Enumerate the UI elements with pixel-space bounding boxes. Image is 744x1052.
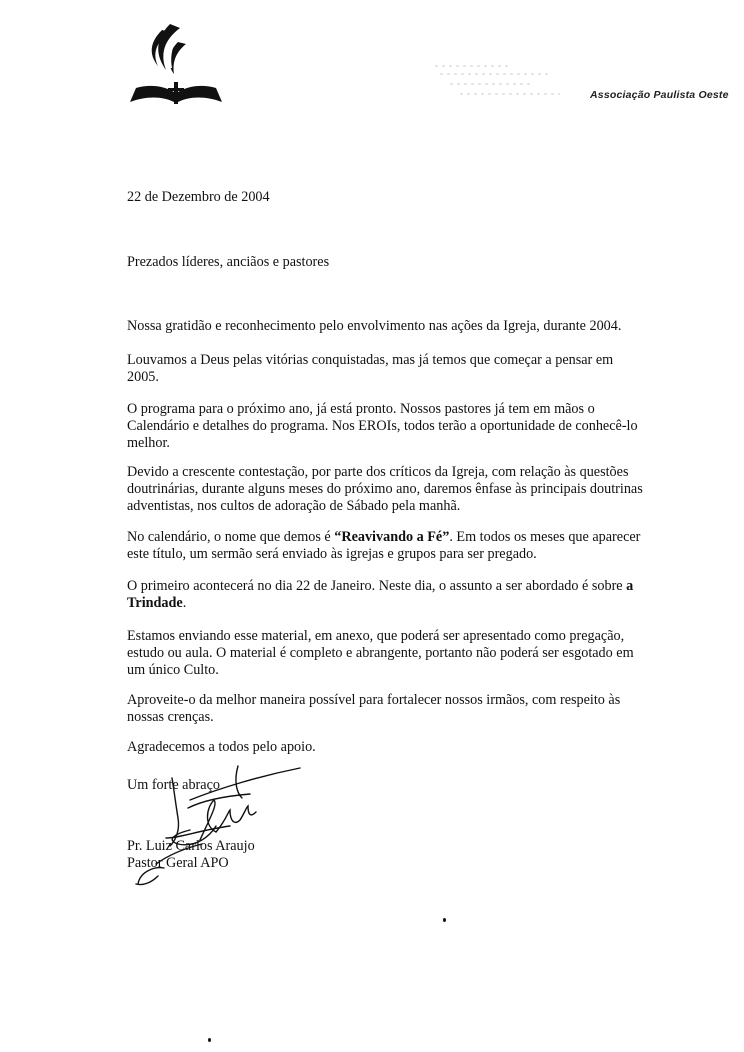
scan-speck (443, 918, 446, 922)
program-name: “Reavivando a Fé” (334, 529, 450, 545)
paragraph-5-text: No calendário, o nome que demos é (127, 529, 335, 545)
thanks-line: Agradecemos a todos pelo apoio. (127, 739, 316, 755)
church-logo-icon (130, 22, 222, 106)
paragraph-2: Louvamos a Deus pelas vitórias conquistadas, mas já temos que começar a pensar em 2005. (127, 352, 614, 385)
paragraph-5-text-end: . Em todos os meses que aparecer este título, um sermão será enviado às igrejas e grupos para ser pregado. (127, 529, 641, 562)
paragraph-3: O programa para o próximo ano, já está pronto. Nossos pastores já tem em mãos o Calendário e detalhes do programa. Nos EROIs, todos terão a oportunidade de conhecê-lo melhor. (127, 401, 638, 451)
paragraph-6 (127, 578, 647, 612)
paragraph-8: Aproveite-o da melhor maneira possível para fortalecer nossos irmãos, com respeito às nossas crenças. (127, 692, 621, 725)
paragraph-7: Estamos enviando esse material, em anexo, que poderá ser apresentado como pregação, estudo ou aula. O material é completo e abrangente, portanto não poderá ser esgotado em um único Culto. (127, 628, 634, 678)
topic-name: a Trindade (127, 578, 634, 611)
handwritten-signature (130, 760, 310, 890)
closing: Um forte abraço (127, 777, 220, 793)
paragraph-6-text: O primeiro acontecerá no dia 22 de Janeiro. Neste dia, o assunto a ser abordado é sobre (127, 578, 627, 594)
paragraph-5 (127, 529, 647, 563)
scan-speck (208, 1038, 211, 1042)
letter-date: 22 de Dezembro de 2004 (127, 189, 270, 205)
salutation: Prezados líderes, anciãos e pastores (127, 254, 330, 270)
signer-title: Pastor Geral APO (127, 855, 229, 871)
paragraph-4: Devido a crescente contestação, por parte dos críticos da Igreja, com relação às questões doutrinárias, durante alguns meses do próximo ano, daremos ênfase às principais doutrinas adventistas, nos cultos de adoração de Sábado pela manhã. (127, 464, 643, 514)
organization-name: Associação Paulista Oeste (590, 89, 729, 101)
paragraph-6-text-end: . (182, 595, 187, 611)
scan-smudge (430, 60, 570, 100)
signer-name: Pr. Luiz Carlos Araujo (127, 838, 255, 854)
paragraph-1: Nossa gratidão e reconhecimento pelo envolvimento nas ações da Igreja, durante 2004. (127, 318, 622, 334)
